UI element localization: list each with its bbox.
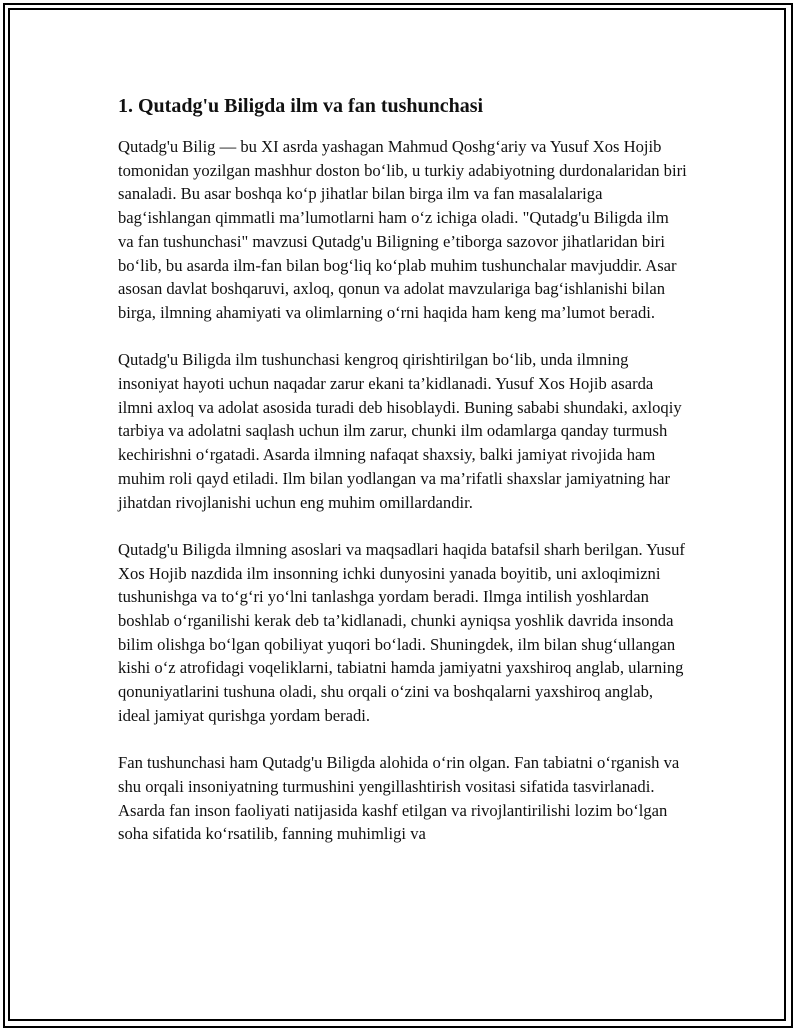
paragraph-4: Fan tushunchasi ham Qutadg'u Biligda alohida o‘rin olgan. Fan tabiatni o‘rganish va shu orqali insoniyatning turmushini yengillashtirish vositasi sifatida tasvirlanadi. Asarda fan inson faoliyati natijasida kashf etilgan va rivojlantirilishi lozim bo‘lgan soha sifatida ko‘rsatilib, fanning muhimligi va bbox=[118, 753, 680, 844]
paragraph-2: Qutadg'u Biligda ilm tushunchasi kengroq qirishtirilgan bo‘lib, unda ilmning insoniyat hayoti uchun naqadar zarur ekani ta’kidlanadi. Yusuf Xos Hojib asarda ilmni axloq va adolat asosida turadi deb hisoblaydi. Buning sababi shundaki, axloqiy tarbiya va adolatni saqlash uchun ilm zarur, chunki ilm odamlarga qanday turmush kechirishni o‘rgatadi. Asarda ilmning nafaqat shaxsiy, balki jamiyat rivojida ham muhim roli qayd etiladi. Ilm bilan yodlangan va ma’rifatli shaxslar jamiyatning har jihatdan rivojlanishi uchun eng muhim omillardandir. bbox=[118, 350, 682, 512]
paragraph-3: Qutadg'u Biligda ilmning asoslari va maqsadlari haqida batafsil sharh berilgan. Yusuf Xos Hojib nazdida ilm insonning ichki dunyosini yanada boyitib, uni axloqimizni tushunishga va to‘g‘ri yo‘lni tanlashga yordam beradi. Ilmga intilish yoshlardan boshlab o‘rganilishi kerak deb ta’kidlanadi, chunki ayniqsa yoshlik davrida insonda bilim olishga bo‘lgan qobiliyat yuqori bo‘ladi. Shuningdek, ilm bilan shug‘ullangan kishi o‘z atrofidagi voqeliklarni, tabiatni hamda jamiyatni yaxshiroq anglab, ularning qonuniyatlarini tushuna oladi, shu orqali o‘zini va boshqalarni yaxshiroq anglab, ideal jamiyat qurishga yordam beradi. bbox=[118, 539, 685, 725]
section-heading: 1. Qutadg'u Biligda ilm va fan tushunchasi bbox=[118, 95, 484, 117]
document-body bbox=[118, 93, 688, 870]
paragraph-1: Qutadg'u Bilig — bu XI asrda yashagan Mahmud Qoshg‘ariy va Yusuf Xos Hojib tomonidan yozilgan mashhur doston bo‘lib, u turkiy adabiyotning durdonalaridan biri sanaladi. Bu asar boshqa ko‘p jihatlar bilan birga ilm va fan masalalariga bag‘ishlangan qimmatli ma’lumotlarni ham o‘z ichiga oladi. "Qutadg'u Biligda ilm va fan tushunchasi" mavzusi Qutadg'u Biligning e’tiborga sazovor jihatlaridan biri bo‘lib, bu asarda ilm-fan bilan bog‘liq ko‘plab muhim tushunchalar mavjuddir. Asar asosan davlat boshqaruvi, axloq, qonun va adolat mavzulariga bag‘ishlanishi bilan birga, ilmning ahamiyati va olimlarning o‘rni haqida ham keng ma’lumot beradi. bbox=[118, 137, 687, 322]
